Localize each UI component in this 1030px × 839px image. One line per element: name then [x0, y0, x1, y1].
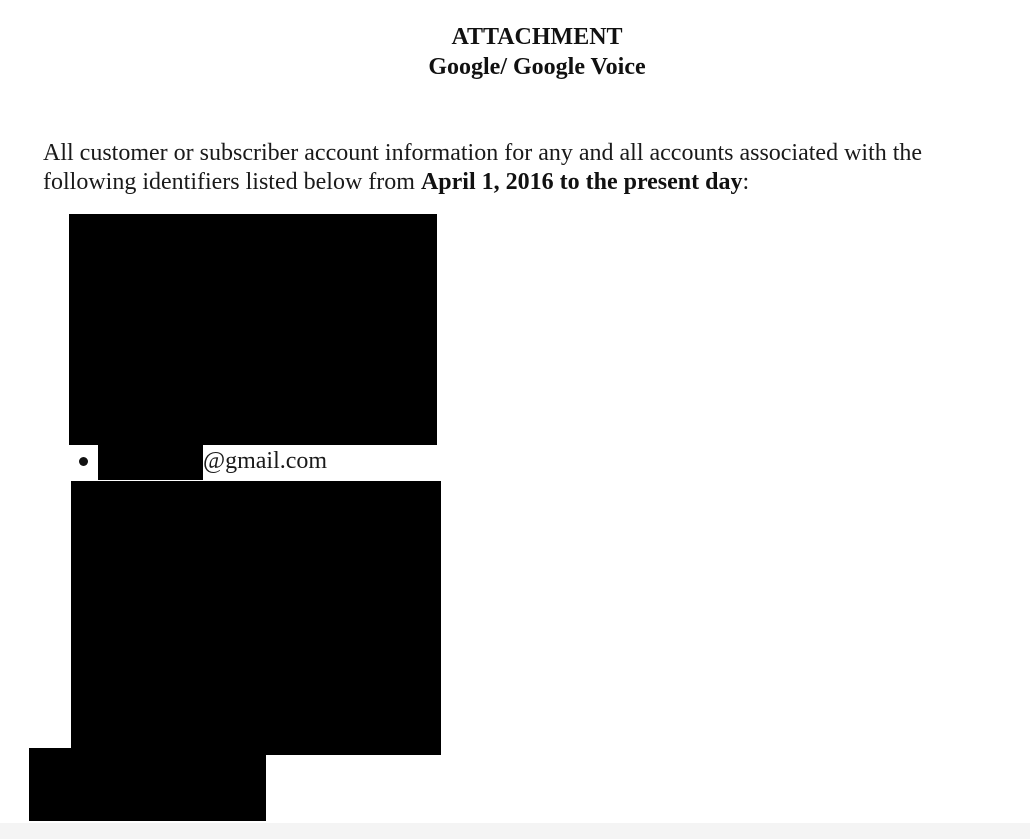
document-subtitle: Google/ Google Voice	[428, 54, 646, 80]
date-range: April 1, 2016 to the present day	[420, 169, 743, 195]
intro-text: All customer or subscriber account information for any and all accounts associated with the following identifiers listed below from	[43, 140, 923, 195]
email-domain-text: @gmail.com	[203, 448, 328, 474]
bullet-icon	[79, 457, 88, 466]
redaction-block-top	[69, 214, 437, 445]
intro-end: :	[742, 169, 750, 195]
redaction-block-bottom	[29, 748, 266, 821]
document-title: ATTACHMENT	[451, 24, 623, 50]
redaction-block-middle	[71, 481, 441, 755]
redaction-block-email-username	[98, 445, 203, 480]
intro-paragraph	[43, 139, 1003, 197]
page-bottom-edge	[0, 823, 1030, 839]
